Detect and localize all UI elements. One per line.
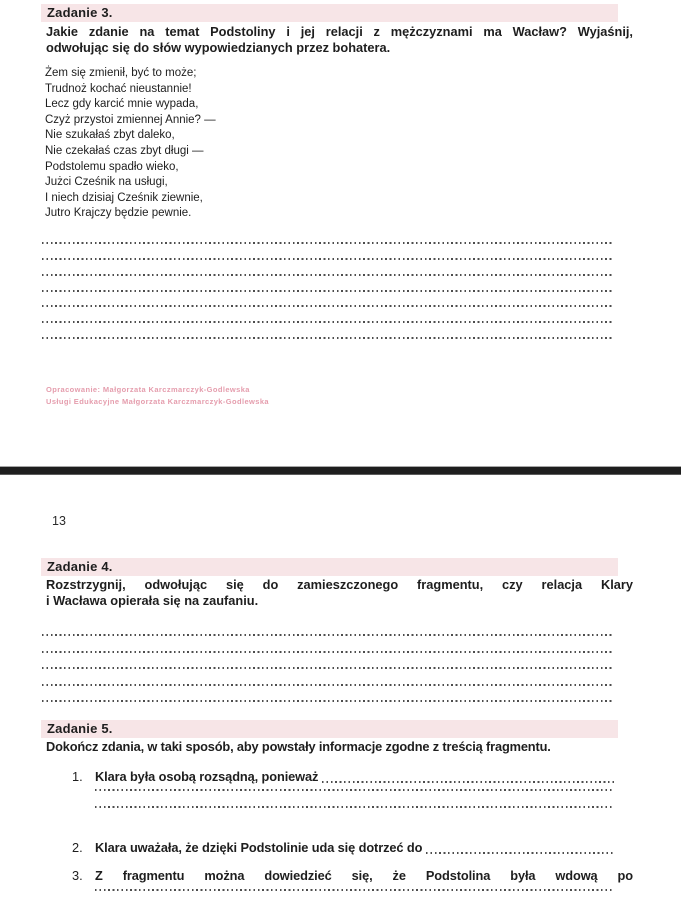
answer-line	[95, 806, 614, 808]
dotted-rule	[42, 305, 614, 307]
poem-line: Trudnoż kochać nieustannie!	[45, 82, 192, 95]
dotted-rule	[42, 258, 614, 260]
task-header-zadanie-3: Zadanie 3.	[41, 4, 618, 22]
item-text: Klara była osobą rozsądną, ponieważ	[95, 769, 319, 784]
question-line: Jakie zdanie na temat Podstoliny i jej relacji z mężczyznami ma Wacław? Wyjaśnij,	[46, 24, 633, 39]
poem-excerpt	[45, 66, 216, 222]
dotted-rule	[42, 667, 614, 669]
item-number: 2.	[72, 840, 83, 855]
item-number: 3.	[72, 868, 83, 883]
poem-line: Lecz gdy karcić mnie wypada,	[45, 98, 199, 111]
dotted-rule	[42, 634, 614, 636]
dotted-rule	[42, 274, 614, 276]
answer-line	[42, 244, 614, 260]
list-item-2	[72, 840, 614, 856]
answer-lines-zadanie-3	[42, 228, 614, 339]
credits-line: Usługi Edukacyjne Małgorzata Karczmarczyk-Godlewska	[46, 396, 269, 406]
answer-lines-zadanie-4	[42, 620, 614, 702]
task-header-zadanie-5: Zadanie 5.	[41, 720, 618, 738]
answer-line	[42, 686, 614, 702]
answer-line	[42, 636, 614, 652]
dotted-rule	[42, 321, 614, 323]
question-line: Dokończ zdania, w taki sposób, aby powstały informacje zgodne z treścią fragmentu.	[46, 739, 551, 754]
answer-line	[95, 889, 614, 891]
answer-blank	[322, 781, 614, 783]
list-item-3	[72, 868, 633, 884]
answer-line	[42, 276, 614, 292]
poem-line: I niech dzisiaj Cześnik ziewnie,	[45, 191, 203, 204]
question-zadanie-3	[46, 24, 633, 56]
credits-footer	[46, 384, 269, 407]
item-text: Z fragmentu można dowiedzieć się, że Podstolina była wdową po	[95, 868, 633, 883]
page-break-divider	[0, 466, 681, 475]
answer-line	[42, 620, 614, 636]
poem-line: Żem się zmienił, być to może;	[45, 67, 197, 79]
poem-line: Podstolemu spadło wieko,	[45, 160, 179, 173]
question-line: Rozstrzygnij, odwołując się do zamieszczonego fragmentu, czy relacja Klary	[46, 577, 633, 592]
item-text: Klara uważała, że dzięki Podstolinie uda się dotrzeć do	[95, 840, 423, 855]
credits-line: Opracowanie: Małgorzata Karczmarczyk-Godlewska	[46, 385, 250, 394]
page-number: 13	[52, 514, 66, 528]
answer-line	[42, 307, 614, 323]
answer-line	[42, 292, 614, 308]
poem-line: Nie szukałaś zbyt daleko,	[45, 129, 175, 142]
answer-blank	[426, 852, 614, 854]
dotted-rule	[42, 290, 614, 292]
list-item-1	[72, 769, 614, 785]
dotted-rule	[42, 337, 614, 339]
answer-line	[42, 669, 614, 685]
answer-line	[42, 228, 614, 244]
dotted-rule	[42, 651, 614, 653]
dotted-rule	[42, 700, 614, 702]
question-line: odwołując się do słów wypowiedzianych przez bohatera.	[46, 40, 391, 55]
question-zadanie-5	[46, 739, 633, 755]
item-number: 1.	[72, 769, 83, 784]
question-line: i Wacława opierała się na zaufaniu.	[46, 593, 259, 608]
answer-line	[42, 260, 614, 276]
poem-line: Nie czekałaś czas zbyt długi —	[45, 144, 204, 157]
dotted-rule	[42, 242, 614, 244]
answer-line	[42, 323, 614, 339]
poem-line: Czyż przystoi zmiennej Annie? —	[45, 113, 216, 126]
answer-line	[42, 653, 614, 669]
question-zadanie-4	[46, 577, 633, 609]
poem-line: Jużci Cześnik na usługi,	[45, 176, 168, 189]
answer-line	[95, 789, 614, 791]
task-header-zadanie-4: Zadanie 4.	[41, 558, 618, 576]
dotted-rule	[42, 684, 614, 686]
poem-line: Jutro Krajczy będzie pewnie.	[45, 207, 192, 220]
